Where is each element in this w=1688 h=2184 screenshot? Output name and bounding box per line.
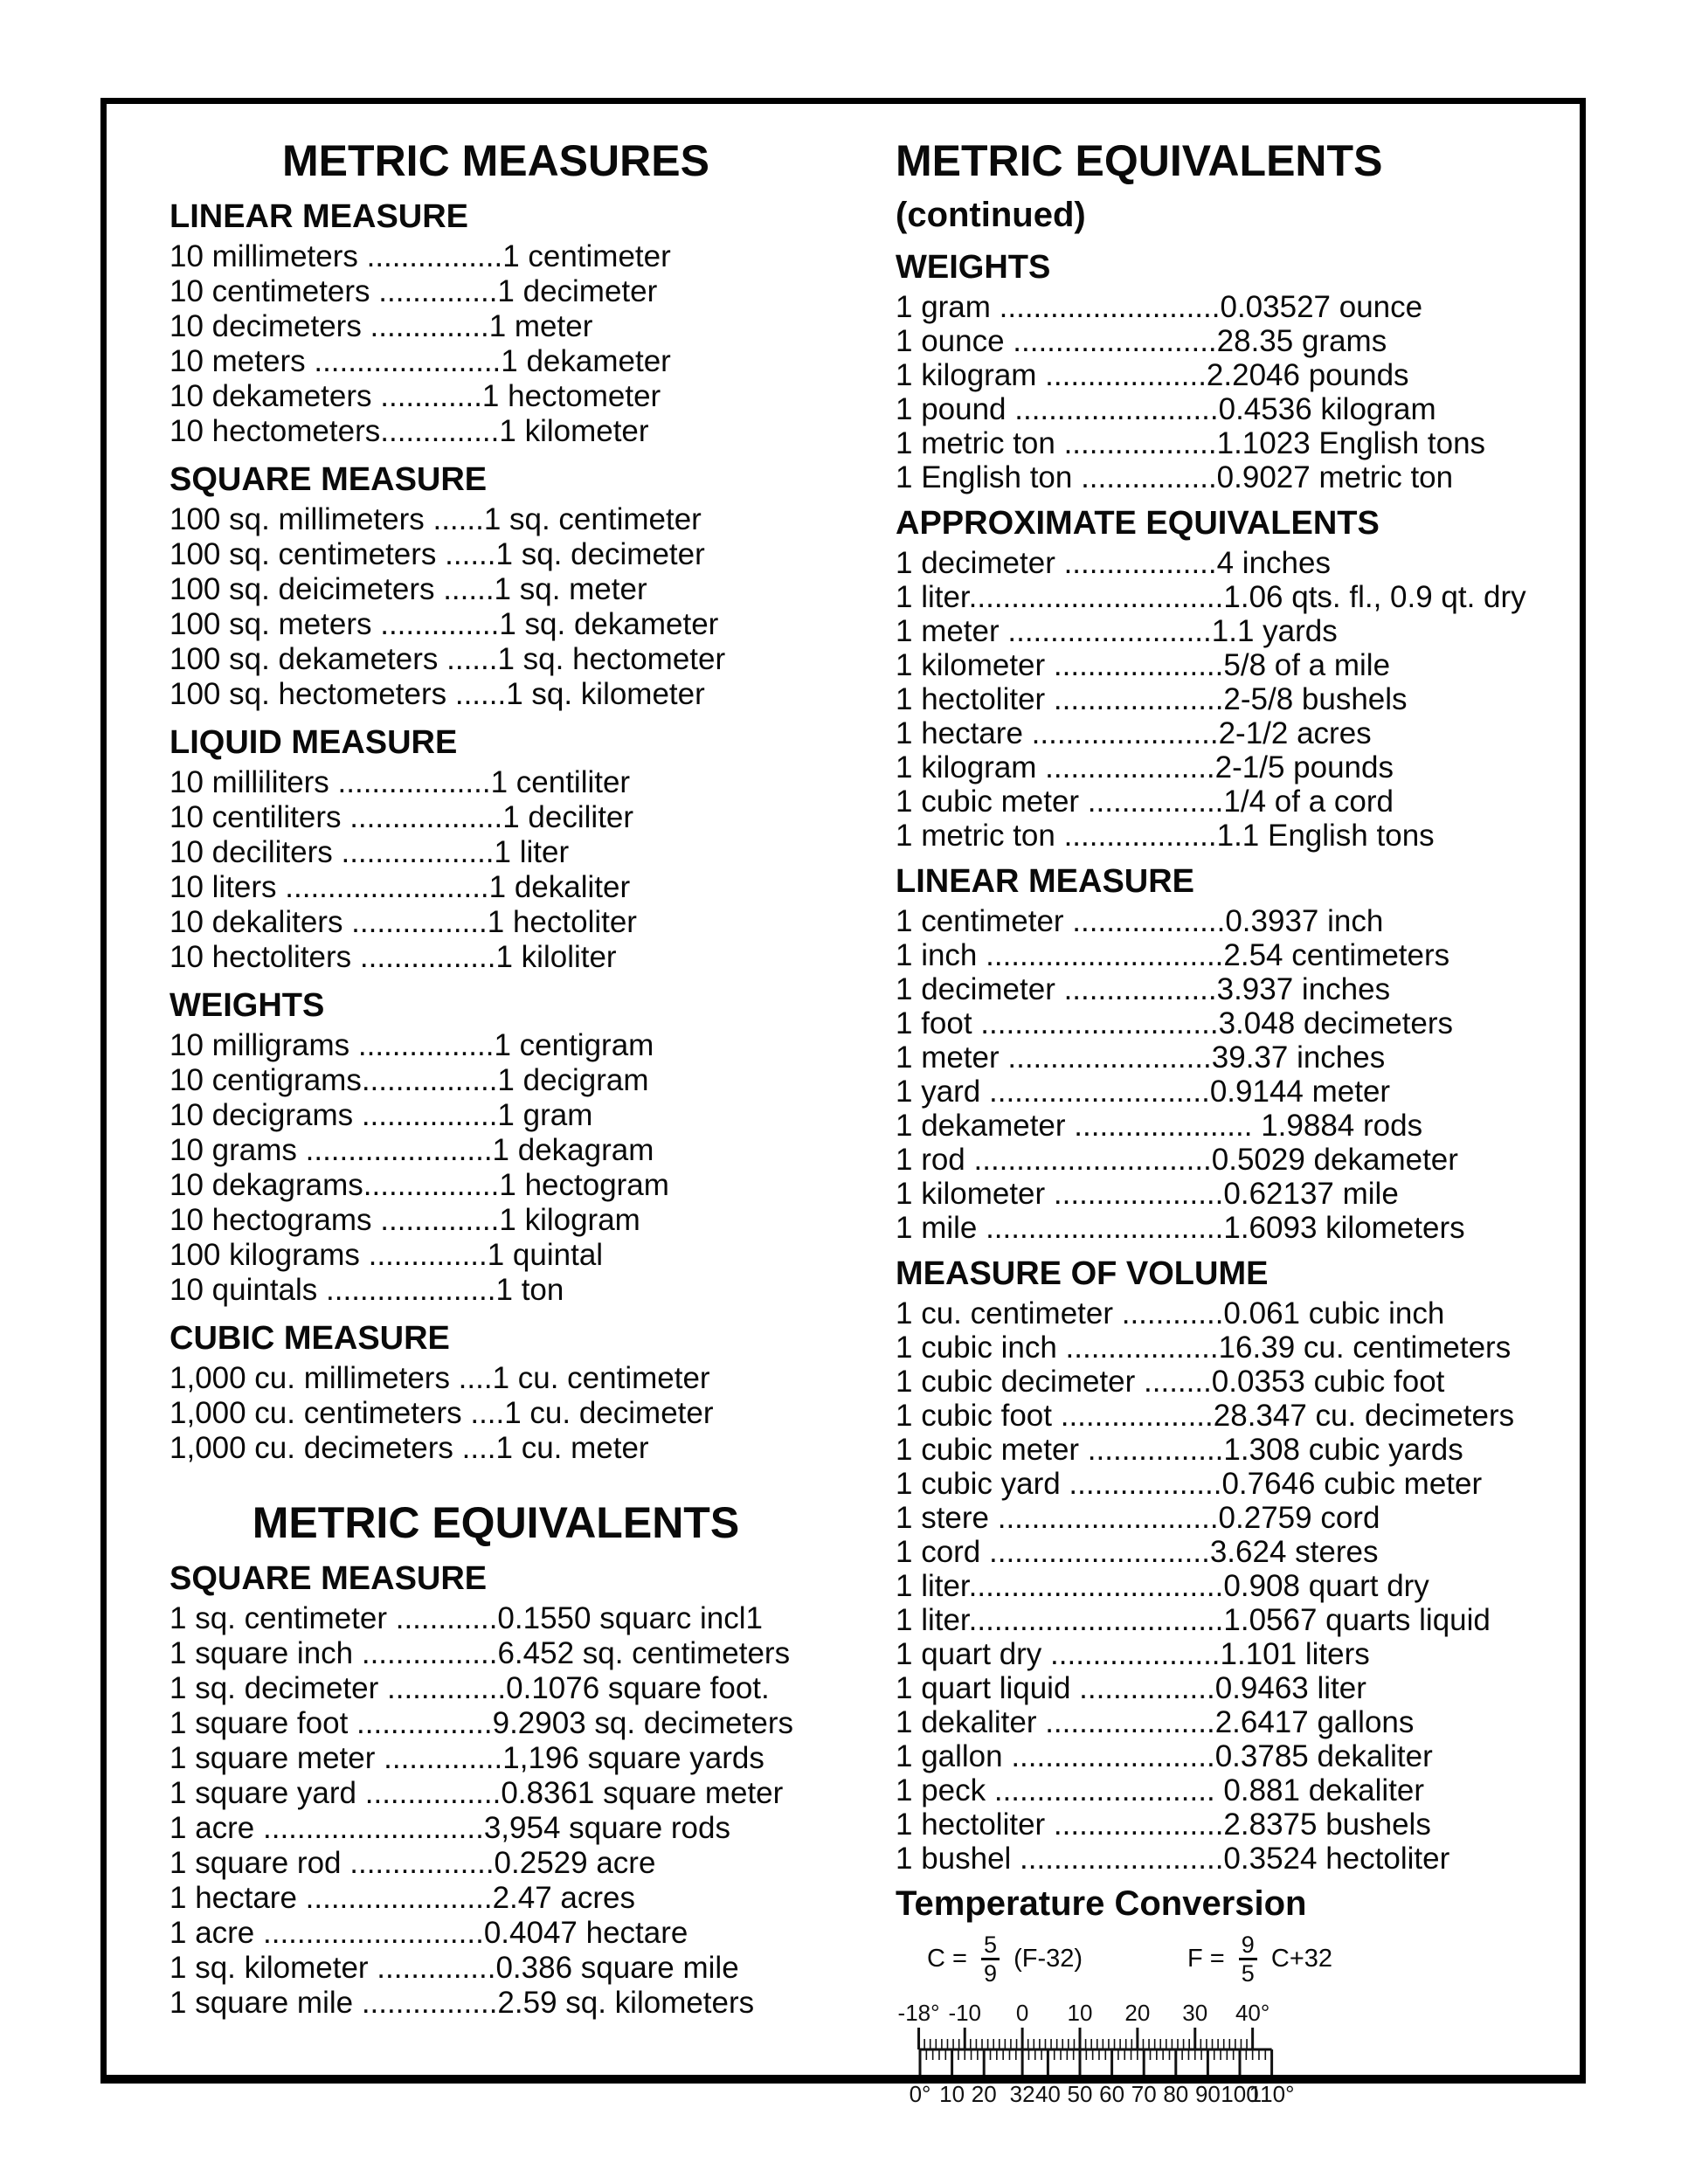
svg-text:0°: 0° xyxy=(909,2080,931,2107)
measure-section xyxy=(169,724,822,975)
conversion-row: 1 dekameter ..................... 1.9884 rods xyxy=(896,1109,1423,1143)
measure-section xyxy=(169,1560,822,2021)
conversion-row: 1 liter..............................1.06 qts. fl., 0.9 qt. dry xyxy=(896,580,1526,614)
conversion-row: 1 cubic foot ..................28.347 cu. decimeters xyxy=(896,1399,1515,1433)
section-heading: APPROXIMATE EQUIVALENTS xyxy=(896,505,1380,542)
section-rows xyxy=(896,1296,1574,1876)
section-heading: LINEAR MEASURE xyxy=(169,198,469,235)
conversion-row: 10 dekaliters ................1 hectoliter xyxy=(169,905,637,939)
svg-text:10: 10 xyxy=(939,2080,965,2107)
measure-section xyxy=(169,987,822,1308)
conversion-row: 100 sq. centimeters ......1 sq. decimeter xyxy=(169,537,705,571)
conversion-row: 1 cubic yard ..................0.7646 cubic meter xyxy=(896,1467,1483,1501)
conversion-row: 1 hectare ......................2-1/2 acres xyxy=(896,716,1372,750)
svg-text:10: 10 xyxy=(1067,1999,1093,2026)
left-column xyxy=(107,104,843,2075)
conversion-row: 10 milliliters ..................1 centiliter xyxy=(169,765,631,799)
measure-section xyxy=(169,1320,822,1466)
section-heading: SQUARE MEASURE xyxy=(169,1560,488,1597)
conversion-row: 10 hectoliters ................1 kiloliter xyxy=(169,940,617,974)
svg-text:90: 90 xyxy=(1194,2080,1221,2107)
conversion-row: 1 sq. centimeter ............0.1550 squarc incl1 xyxy=(169,1601,763,1635)
conversion-row: 1 hectare ......................2.47 acres xyxy=(169,1881,636,1915)
conversion-row: 1 centimeter ..................0.3937 inch xyxy=(896,904,1384,938)
conversion-row: 1 gram ..........................0.03527 ounce xyxy=(896,290,1423,324)
measure-section xyxy=(896,863,1574,1245)
conversion-row: 100 sq. deicimeters ......1 sq. meter xyxy=(169,572,647,606)
conversion-row: 1 square meter ..............1,196 square yards xyxy=(169,1741,764,1775)
conversion-row: 100 sq. meters ..............1 sq. dekameter xyxy=(169,607,719,641)
conversion-row: 1 peck .......................... 0.881 dekaliter xyxy=(896,1773,1424,1807)
fraction-denominator: 9 xyxy=(984,1960,998,1987)
conversion-row: 1 square rod .................0.2529 acre xyxy=(169,1846,656,1880)
conversion-row: 1 meter ........................39.37 inches xyxy=(896,1040,1386,1075)
conversion-row: 1 cubic meter ................1/4 of a cord xyxy=(896,784,1394,819)
conversion-row: 1 kilogram ....................2-1/5 pounds xyxy=(896,750,1394,784)
conversion-row: 10 decimeters ..............1 meter xyxy=(169,309,593,343)
svg-text:0: 0 xyxy=(1015,1999,1029,2026)
section-heading: LIQUID MEASURE xyxy=(169,724,458,761)
svg-text:70: 70 xyxy=(1131,2080,1157,2107)
conversion-row: 1 English ton ................0.9027 metric ton xyxy=(896,460,1454,494)
section-rows xyxy=(169,502,822,712)
conversion-row: 1 bushel ........................0.3524 hectoliter xyxy=(896,1842,1450,1876)
conversion-row: 10 meters ......................1 dekameter xyxy=(169,344,671,378)
conversion-row: 1 cubic inch ..................16.39 cu. centimeters xyxy=(896,1330,1512,1365)
metric-measures-title: METRIC MEASURES xyxy=(282,136,709,185)
fraction xyxy=(1239,1932,1257,1987)
fraction-denominator: 5 xyxy=(1241,1960,1255,1987)
metric-equivalents-title: METRIC EQUIVALENTS xyxy=(252,1498,740,1547)
conversion-row: 10 hectometers..............1 kilometer xyxy=(169,414,649,448)
conversion-row: 1 liter..............................1.0567 quarts liquid xyxy=(896,1603,1491,1637)
right-title-text: METRIC EQUIVALENTS xyxy=(896,136,1383,185)
svg-text:40: 40 xyxy=(1034,2080,1061,2107)
conversion-row: 10 quintals ....................1 ton xyxy=(169,1273,564,1307)
conversion-row: 10 hectograms ..............1 kilogram xyxy=(169,1203,640,1237)
conversion-row: 10 grams ......................1 dekagram xyxy=(169,1133,654,1167)
conversion-row: 1 foot ............................3.048 decimeters xyxy=(896,1006,1454,1040)
conversion-row: 1 square yard ................0.8361 square meter xyxy=(169,1776,784,1810)
conversion-row: 1 hectoliter ....................2-5/8 bushels xyxy=(896,682,1408,716)
svg-text:30: 30 xyxy=(1182,1999,1208,2026)
svg-text:20: 20 xyxy=(1124,1999,1151,2026)
section-heading: MEASURE OF VOLUME xyxy=(896,1255,1269,1292)
conversion-row: 1 kilometer ....................5/8 of a mile xyxy=(896,648,1391,682)
conversion-row: 1 mile ............................1.6093 kilometers xyxy=(896,1211,1465,1245)
celsius-formula xyxy=(927,1932,1083,1987)
conversion-row: 1 kilometer ....................0.62137 mile xyxy=(896,1177,1399,1211)
section-heading: LINEAR MEASURE xyxy=(896,863,1195,900)
section-heading: SQUARE MEASURE xyxy=(169,461,488,498)
section-rows xyxy=(896,546,1574,853)
svg-text:-10: -10 xyxy=(948,1999,982,2026)
conversion-row: 100 sq. dekameters ......1 sq. hectometer xyxy=(169,642,726,676)
conversion-row: 1 square foot ................9.2903 sq. decimeters xyxy=(169,1706,793,1740)
section-rows xyxy=(169,1601,822,2021)
metric-equivalents-continued-title xyxy=(896,135,1574,237)
right-column xyxy=(843,104,1580,2107)
conversion-row: 1 gallon ........................0.3785 dekaliter xyxy=(896,1739,1433,1773)
conversion-row: 1 sq. decimeter ..............0.1076 square foot. xyxy=(169,1671,770,1705)
conversion-row: 1 cubic decimeter ........0.0353 cubic foot xyxy=(896,1365,1445,1399)
svg-text:32: 32 xyxy=(1009,2080,1035,2107)
formula-post: (F-32) xyxy=(1007,1945,1083,1973)
conversion-row: 10 milligrams ................1 centigram xyxy=(169,1028,654,1062)
svg-text:20: 20 xyxy=(971,2080,997,2107)
temperature-heading: Temperature Conversion xyxy=(896,1884,1307,1923)
svg-text:80: 80 xyxy=(1163,2080,1189,2107)
fraction-numerator: 5 xyxy=(981,1932,1000,1960)
conversion-row: 1 liter..............................0.908 quart dry xyxy=(896,1569,1429,1603)
conversion-row: 1 quart dry ....................1.101 liters xyxy=(896,1637,1370,1671)
conversion-row: 1 stere ..........................0.2759 cord xyxy=(896,1501,1380,1535)
conversion-row: 1 inch ............................2.54 centimeters xyxy=(896,938,1450,972)
section-heading: WEIGHTS xyxy=(896,249,1051,286)
conversion-row: 1 sq. kilometer ..............0.386 square mile xyxy=(169,1951,739,1985)
conversion-row: 10 centimeters ..............1 decimeter xyxy=(169,274,658,308)
conversion-row: 1 rod ............................0.5029 dekameter xyxy=(896,1143,1458,1177)
conversion-row: 1 metric ton ..................1.1023 English tons xyxy=(896,426,1486,460)
conversion-row: 1 decimeter ..................3.937 inches xyxy=(896,972,1391,1006)
continued-label: (continued) xyxy=(896,196,1086,234)
conversion-row: 1 yard ..........................0.9144 meter xyxy=(896,1075,1391,1109)
conversion-row: 100 sq. millimeters ......1 sq. centimeter xyxy=(169,502,702,536)
conversion-row: 10 decigrams ................1 gram xyxy=(169,1098,593,1132)
conversion-row: 10 liters ........................1 dekaliter xyxy=(169,870,631,904)
measure-section xyxy=(169,198,822,449)
temperature-formulas xyxy=(927,1932,1574,1987)
conversion-row: 1 pound ........................0.4536 kilogram xyxy=(896,392,1436,426)
conversion-row: 1 square inch ................6.452 sq. centimeters xyxy=(169,1636,791,1670)
temperature-ruler xyxy=(897,1999,1308,2116)
section-rows xyxy=(896,290,1574,494)
svg-text:-18°: -18° xyxy=(897,1999,940,2026)
section-rows xyxy=(169,765,822,975)
section-rows xyxy=(896,904,1574,1245)
temperature-section xyxy=(896,1884,1574,2116)
conversion-row: 1 meter ........................1.1 yards xyxy=(896,614,1338,648)
left-sections-2 xyxy=(169,1560,822,2021)
conversion-row: 1 kilogram ...................2.2046 pounds xyxy=(896,358,1409,392)
conversion-row: 1 quart liquid ................0.9463 liter xyxy=(896,1671,1366,1705)
formula-post: C+32 xyxy=(1263,1945,1333,1973)
conversion-row: 1,000 cu. centimeters ....1 cu. decimeter xyxy=(169,1396,714,1430)
formula-pre: F = xyxy=(1187,1945,1232,1973)
measure-section xyxy=(896,1255,1574,1876)
conversion-row: 100 kilograms ..............1 quintal xyxy=(169,1238,604,1272)
conversion-row: 1 decimeter ..................4 inches xyxy=(896,546,1331,580)
conversion-row: 1 metric ton ..................1.1 English tons xyxy=(896,819,1435,853)
svg-text:100: 100 xyxy=(1221,2080,1259,2107)
conversion-row: 1 cubic meter ................1.308 cubic yards xyxy=(896,1433,1463,1467)
conversion-row: 1 acre ..........................3,954 square rods xyxy=(169,1811,730,1845)
conversion-row: 10 centigrams................1 decigram xyxy=(169,1063,649,1097)
conversion-row: 1 cu. centimeter ............0.061 cubic inch xyxy=(896,1296,1445,1330)
svg-text:60: 60 xyxy=(1099,2080,1125,2107)
section-rows xyxy=(169,239,822,449)
svg-text:50: 50 xyxy=(1067,2080,1093,2107)
conversion-row: 10 centiliters ..................1 deciliter xyxy=(169,800,634,834)
left-sections xyxy=(169,198,822,1466)
formula-pre: C = xyxy=(927,1945,974,1973)
right-sections xyxy=(896,249,1574,1876)
conversion-row: 1 square mile ................2.59 sq. kilometers xyxy=(169,1986,755,2020)
conversion-row: 1 acre ..........................0.4047 hectare xyxy=(169,1916,688,1950)
svg-text:40°: 40° xyxy=(1235,1999,1270,2026)
fraction-numerator: 9 xyxy=(1239,1932,1257,1960)
section-rows xyxy=(169,1361,822,1466)
section-rows xyxy=(169,1028,822,1308)
fahrenheit-formula xyxy=(1187,1932,1332,1987)
conversion-row: 10 millimeters ................1 centimeter xyxy=(169,239,671,273)
conversion-row: 1,000 cu. decimeters ....1 cu. meter xyxy=(169,1431,649,1465)
conversion-row: 1 dekaliter ....................2.6417 gallons xyxy=(896,1705,1415,1739)
conversion-row: 10 deciliters ..................1 liter xyxy=(169,835,570,869)
measure-section xyxy=(169,461,822,712)
section-heading: WEIGHTS xyxy=(169,987,325,1024)
conversion-row: 100 sq. hectometers ......1 sq. kilometer xyxy=(169,677,705,711)
conversion-row: 1,000 cu. millimeters ....1 cu. centimeter xyxy=(169,1361,710,1395)
conversion-row: 10 dekagrams................1 hectogram xyxy=(169,1168,669,1202)
section-heading: CUBIC MEASURE xyxy=(169,1320,450,1357)
conversion-row: 10 dekameters ............1 hectometer xyxy=(169,379,661,413)
measure-section xyxy=(896,249,1574,494)
reference-card xyxy=(100,98,1586,2107)
measure-section xyxy=(896,505,1574,853)
fraction xyxy=(981,1932,1000,1987)
conversion-row: 1 hectoliter ....................2.8375 bushels xyxy=(896,1807,1431,1842)
svg-text:110°: 110° xyxy=(1249,2080,1295,2107)
conversion-row: 1 ounce ........................28.35 grams xyxy=(896,324,1387,358)
conversion-row: 1 cord ..........................3.624 steres xyxy=(896,1535,1379,1569)
